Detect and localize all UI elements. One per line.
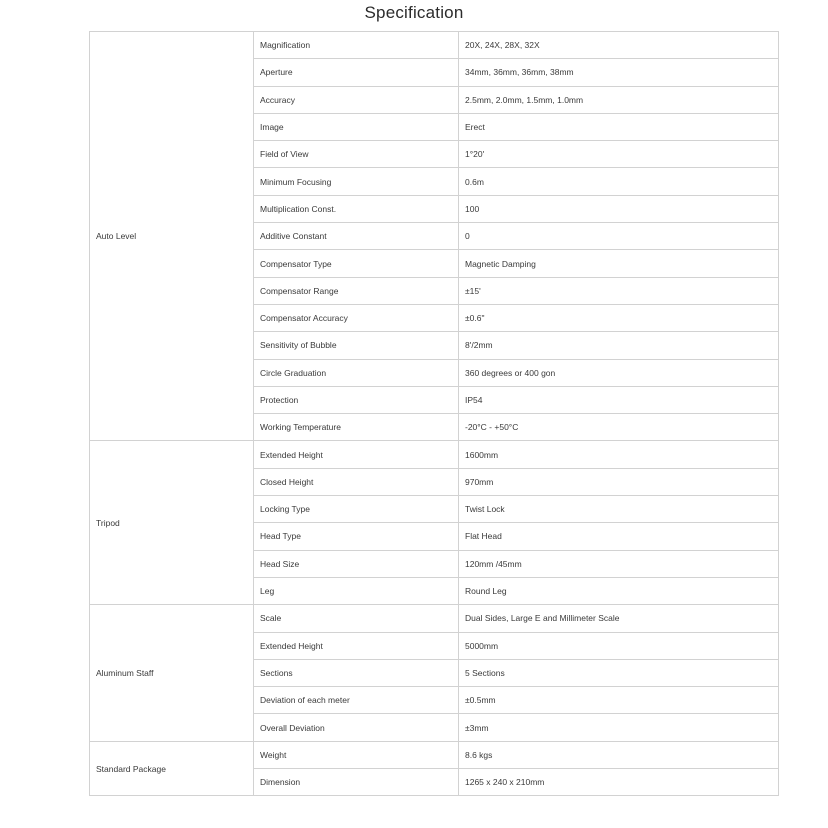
spec-value: 20X, 24X, 28X, 32X [459,32,779,59]
spec-label: Magnification [254,32,459,59]
spec-label: Deviation of each meter [254,687,459,714]
spec-value: 100 [459,195,779,222]
spec-label: Dimension [254,769,459,796]
spec-label: Head Size [254,550,459,577]
spec-value: IP54 [459,386,779,413]
spec-label: Working Temperature [254,414,459,441]
spec-value: 5 Sections [459,659,779,686]
spec-label: Circle Graduation [254,359,459,386]
spec-label: Accuracy [254,86,459,113]
spec-value: 970mm [459,468,779,495]
spec-label: Locking Type [254,496,459,523]
table-row [90,605,779,632]
spec-value: 34mm, 36mm, 36mm, 38mm [459,59,779,86]
page-title: Specification [364,3,464,22]
spec-label: Overall Deviation [254,714,459,741]
spec-label: Extended Height [254,441,459,468]
table-row [90,441,779,468]
spec-value: ±0.5mm [459,687,779,714]
spec-value: Round Leg [459,577,779,604]
spec-label: Leg [254,577,459,604]
spec-value: 8.6 kgs [459,741,779,768]
spec-value: 360 degrees or 400 gon [459,359,779,386]
specification-table-body [90,32,779,796]
spec-value: ±3mm [459,714,779,741]
spec-value: 8'/2mm [459,332,779,359]
spec-value: ±0.6" [459,304,779,331]
spec-value: 5000mm [459,632,779,659]
spec-label: Compensator Range [254,277,459,304]
spec-label: Extended Height [254,632,459,659]
group-cell: Tripod [90,441,254,605]
spec-value: 1265 x 240 x 210mm [459,769,779,796]
spec-label: Compensator Accuracy [254,304,459,331]
spec-value: Magnetic Damping [459,250,779,277]
spec-label: Head Type [254,523,459,550]
spec-value: -20°C - +50°C [459,414,779,441]
spec-value: 1°20' [459,141,779,168]
group-cell: Auto Level [90,32,254,441]
spec-value: Erect [459,113,779,140]
table-row [90,741,779,768]
spec-label: Sections [254,659,459,686]
spec-label: Additive Constant [254,223,459,250]
spec-label: Protection [254,386,459,413]
group-cell: Aluminum Staff [90,605,254,741]
group-cell: Standard Package [90,741,254,796]
spec-value: Dual Sides, Large E and Millimeter Scale [459,605,779,632]
spec-value: 0 [459,223,779,250]
spec-label: Aperture [254,59,459,86]
spec-value: Twist Lock [459,496,779,523]
spec-value: 2.5mm, 2.0mm, 1.5mm, 1.0mm [459,86,779,113]
specification-table [89,31,779,796]
spec-label: Weight [254,741,459,768]
spec-label: Minimum Focusing [254,168,459,195]
spec-label: Compensator Type [254,250,459,277]
spec-label: Multiplication Const. [254,195,459,222]
spec-label: Field of View [254,141,459,168]
spec-value: ±15' [459,277,779,304]
spec-label: Closed Height [254,468,459,495]
spec-label: Sensitivity of Bubble [254,332,459,359]
spec-value: 120mm /45mm [459,550,779,577]
spec-value: Flat Head [459,523,779,550]
table-row [90,32,779,59]
spec-label: Scale [254,605,459,632]
spec-value: 0.6m [459,168,779,195]
spec-label: Image [254,113,459,140]
spec-value: 1600mm [459,441,779,468]
